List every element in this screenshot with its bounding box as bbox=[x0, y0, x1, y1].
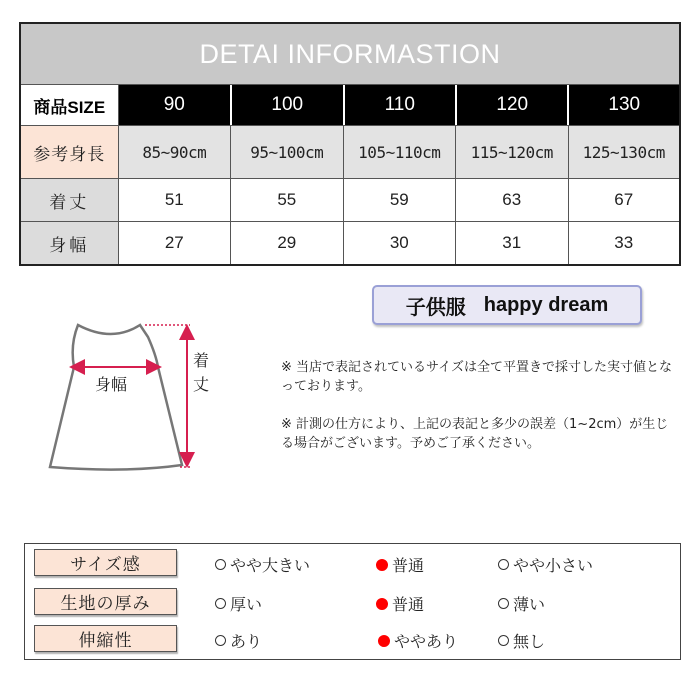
table-cell: 31 bbox=[455, 222, 567, 264]
property-row-stretch bbox=[25, 625, 680, 655]
note-text: ※ 計測の仕方により、上記の表記と多少の誤差（1~2cm）が生じる場合がございます。予めご了承ください。 bbox=[281, 417, 669, 451]
property-row-size-feel bbox=[25, 549, 680, 579]
option-label: 普通 bbox=[392, 556, 425, 575]
table-title: DETAI INFORMASTION bbox=[21, 24, 679, 85]
table-cell: 95~100cm bbox=[230, 126, 342, 178]
size-table bbox=[19, 22, 681, 266]
option-label: 厚い bbox=[230, 595, 263, 614]
property-option bbox=[215, 592, 262, 615]
table-cell: 51 bbox=[118, 179, 230, 221]
width-label: 身幅 bbox=[95, 375, 128, 394]
table-row-length bbox=[21, 178, 679, 221]
option-label: やや小さい bbox=[513, 556, 594, 575]
radio-empty-icon bbox=[215, 635, 226, 646]
fabric-properties bbox=[24, 543, 681, 660]
table-cell: 59 bbox=[343, 179, 455, 221]
property-option-selected bbox=[376, 592, 424, 615]
table-row-height bbox=[21, 125, 679, 178]
brand-prefix: 子供服 bbox=[405, 296, 466, 319]
property-option bbox=[215, 629, 262, 652]
size-header-cell: 90 bbox=[118, 85, 230, 125]
row-label: 参考身長 bbox=[21, 126, 118, 178]
property-option bbox=[215, 553, 310, 576]
radio-empty-icon bbox=[498, 598, 509, 609]
table-cell: 33 bbox=[568, 222, 680, 264]
dress-illustration bbox=[40, 315, 240, 480]
dress-outline bbox=[50, 325, 182, 470]
property-label: 伸縮性 bbox=[34, 625, 177, 652]
table-cell: 115~120cm bbox=[455, 126, 567, 178]
radio-filled-icon bbox=[378, 635, 390, 647]
size-header-row bbox=[21, 85, 679, 125]
property-row-thickness bbox=[25, 588, 680, 618]
note-text: ※ 当店で表記されているサイズは全て平置きで採寸した実寸値となっております。 bbox=[281, 360, 672, 394]
property-option bbox=[498, 629, 545, 652]
brand-name: happy dream bbox=[483, 293, 609, 316]
table-cell: 67 bbox=[568, 179, 680, 221]
property-label: サイズ感 bbox=[34, 549, 177, 576]
size-header-label: 商品SIZE bbox=[21, 85, 118, 125]
property-label: 生地の厚み bbox=[34, 588, 177, 615]
option-label: 無し bbox=[513, 632, 546, 651]
length-label-char: 丈 bbox=[192, 375, 209, 394]
table-row-width bbox=[21, 221, 679, 264]
table-cell: 29 bbox=[230, 222, 342, 264]
garment-diagram bbox=[40, 315, 240, 480]
table-cell: 105~110cm bbox=[343, 126, 455, 178]
radio-empty-icon bbox=[215, 598, 226, 609]
table-cell: 63 bbox=[455, 179, 567, 221]
option-label: ややあり bbox=[394, 632, 459, 651]
brand-badge bbox=[372, 285, 642, 325]
length-label-char: 着 bbox=[192, 351, 209, 370]
size-header-cell: 110 bbox=[343, 85, 455, 125]
length-label bbox=[192, 349, 210, 397]
table-cell: 55 bbox=[230, 179, 342, 221]
table-cell: 27 bbox=[118, 222, 230, 264]
row-label: 身幅 bbox=[21, 222, 118, 264]
option-label: やや大きい bbox=[230, 556, 311, 575]
property-option bbox=[498, 553, 593, 576]
size-header-cell: 120 bbox=[455, 85, 567, 125]
radio-empty-icon bbox=[498, 635, 509, 646]
size-header-cell: 100 bbox=[230, 85, 342, 125]
table-cell: 85~90cm bbox=[118, 126, 230, 178]
option-label: 薄い bbox=[513, 595, 546, 614]
property-option bbox=[498, 592, 545, 615]
radio-filled-icon bbox=[376, 559, 388, 571]
option-label: あり bbox=[230, 632, 263, 651]
radio-empty-icon bbox=[498, 559, 509, 570]
radio-empty-icon bbox=[215, 559, 226, 570]
size-header-cell: 130 bbox=[567, 85, 679, 125]
property-option-selected bbox=[376, 553, 424, 576]
property-option-selected bbox=[378, 629, 458, 652]
measurement-notes bbox=[281, 358, 681, 472]
radio-filled-icon bbox=[376, 598, 388, 610]
option-label: 普通 bbox=[392, 595, 425, 614]
table-cell: 125~130cm bbox=[568, 126, 680, 178]
table-cell: 30 bbox=[343, 222, 455, 264]
row-label: 着丈 bbox=[21, 179, 118, 221]
